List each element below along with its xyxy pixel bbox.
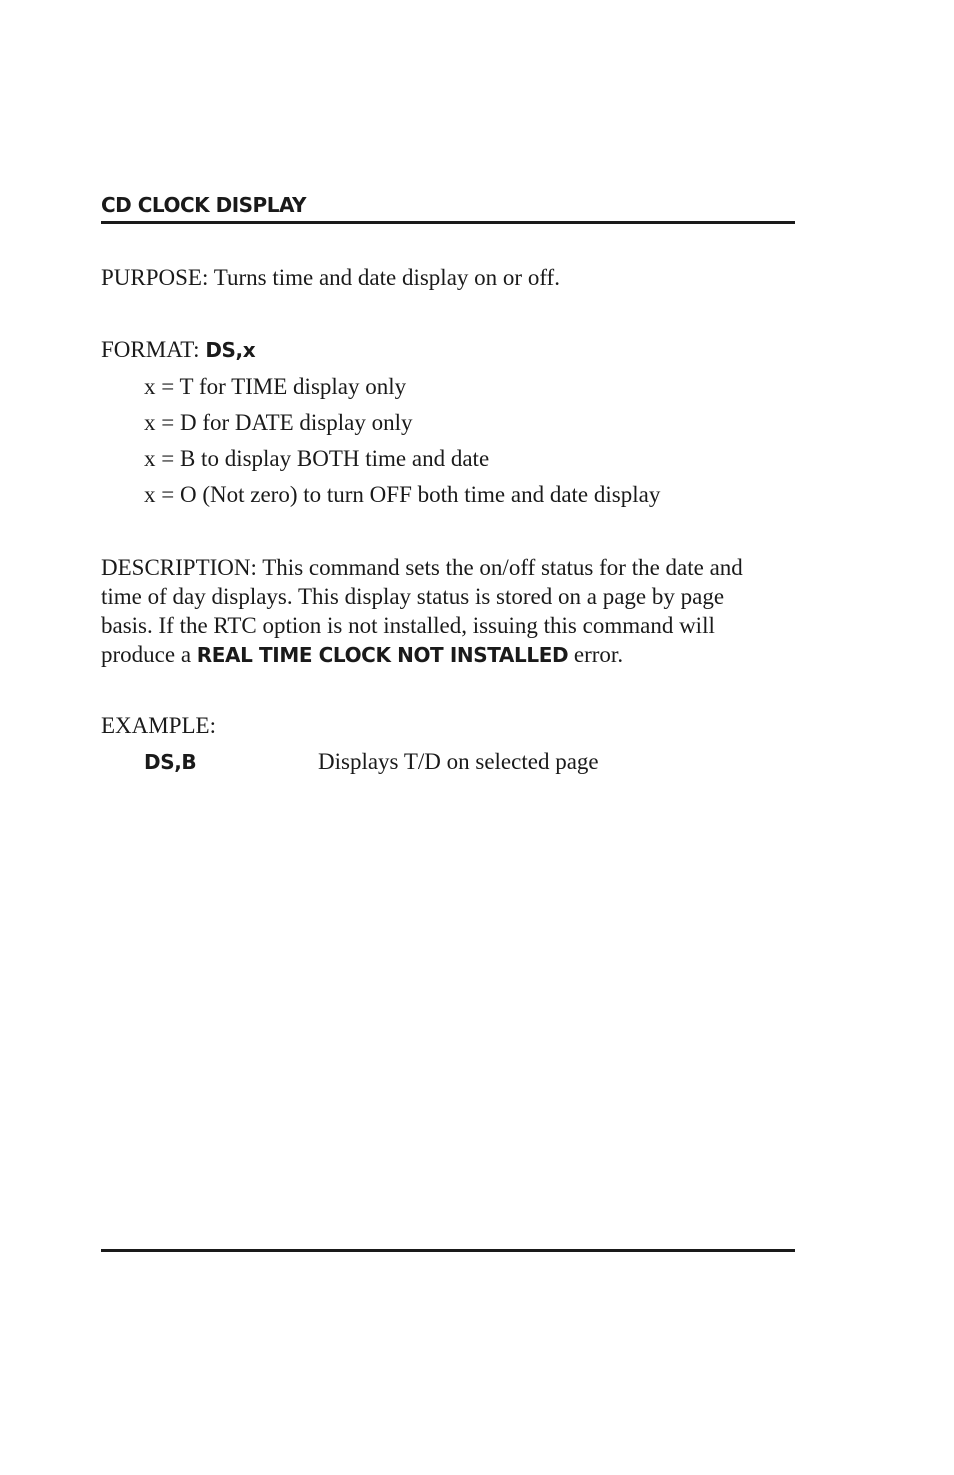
format-line: [101, 335, 255, 365]
purpose-text: Turns time and date display on or off.: [213, 265, 560, 290]
format-label: FORMAT:: [101, 337, 200, 362]
description-line-2: time of day displays. This display status is stored on a page by page: [101, 584, 725, 609]
example-command: DS,B: [144, 750, 197, 774]
footer-rule: [101, 1249, 795, 1252]
description-line-3: basis. If the RTC option is not installed, issuing this command will: [101, 613, 715, 638]
format-option-b: x = B to display BOTH time and date: [144, 446, 490, 471]
purpose-line: [101, 263, 560, 293]
format-command: DS,x: [205, 338, 256, 362]
heading-rule: [101, 221, 795, 224]
format-option-o: x = O (Not zero) to turn OFF both time and date display: [144, 482, 661, 507]
section-heading: CD CLOCK DISPLAY: [101, 193, 306, 217]
format-option-t: x = T for TIME display only: [144, 374, 407, 399]
description-paragraph: [101, 553, 795, 670]
description-line-4: produce a REAL TIME CLOCK NOT INSTALLED error.: [101, 642, 624, 667]
error-name: REAL TIME CLOCK NOT INSTALLED: [196, 643, 569, 667]
description-line-1: DESCRIPTION: This command sets the on/off status for the date and: [101, 555, 743, 580]
description-label: DESCRIPTION:: [101, 555, 257, 580]
manual-page: [101, 0, 795, 1475]
purpose-label: PURPOSE:: [101, 265, 209, 290]
example-label: EXAMPLE:: [101, 713, 216, 738]
format-option-d: x = D for DATE display only: [144, 410, 413, 435]
example-explanation: Displays T/D on selected page: [318, 749, 599, 774]
